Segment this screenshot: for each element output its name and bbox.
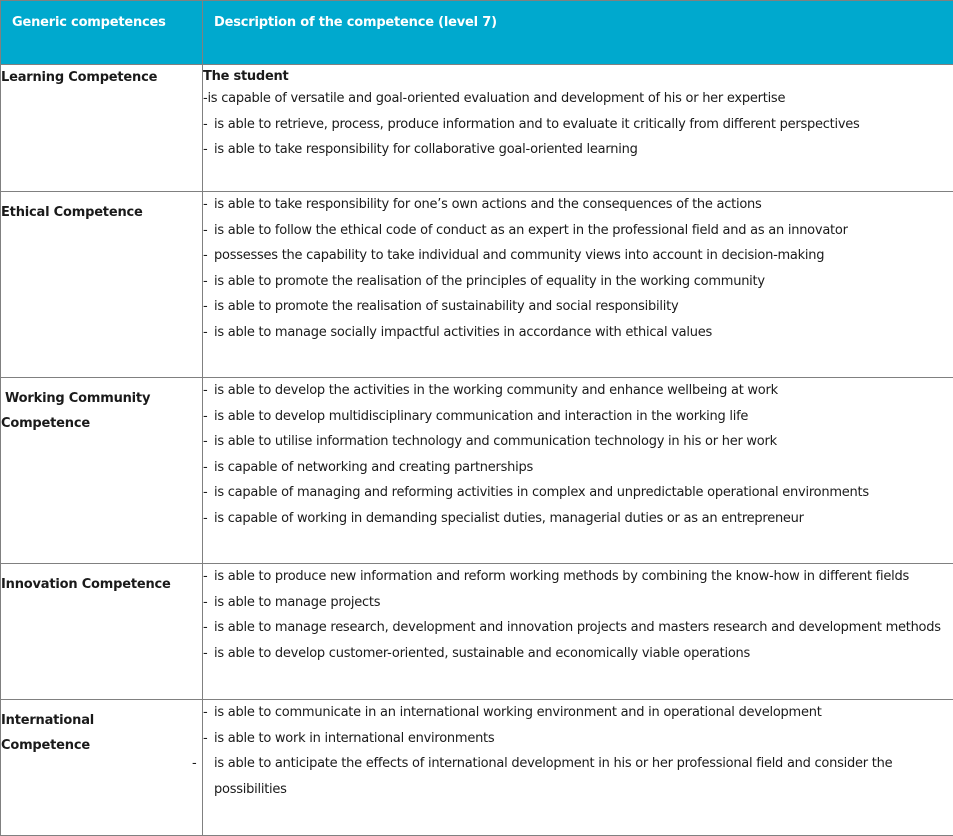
list-item: - is able to manage socially impactful activities in accordance with ethical values — [203, 320, 953, 346]
competence-description — [203, 564, 953, 700]
competence-description — [203, 65, 953, 192]
header-generic-competences: Generic competences — [1, 1, 203, 65]
table-header-row — [1, 1, 953, 65]
competence-name: Innovation Competence — [1, 564, 203, 700]
competence-name: International Competence — [1, 700, 203, 836]
competence-description — [203, 378, 953, 564]
table-row-international — [1, 700, 953, 836]
list-item: - is able to anticipate the effects of international development in his or her professional field and consider the possibilities — [203, 751, 953, 802]
competence-name: Working Community Competence — [1, 378, 203, 564]
list-item: - is able to develop customer-oriented, sustainable and economically viable operations — [203, 641, 953, 667]
list-item: - is capable of working in demanding specialist duties, managerial duties or as an entrepreneur — [203, 506, 953, 532]
list-item: - is able to take responsibility for one’s own actions and the consequences of the actions — [203, 192, 953, 218]
list-item: - is able to follow the ethical code of conduct as an expert in the professional field and as an innovator — [203, 218, 953, 244]
competence-name: Learning Competence — [1, 65, 203, 192]
list-item: - is able to develop multidisciplinary communication and interaction in the working life — [203, 404, 953, 430]
table-row-learning — [1, 65, 953, 192]
list-item: - is capable of networking and creating partnerships — [203, 455, 953, 481]
list-item: -is capable of versatile and goal-oriented evaluation and development of his or her expertise — [203, 86, 953, 112]
list-item: - is able to retrieve, process, produce information and to evaluate it critically from different perspectives — [203, 112, 953, 138]
list-item: - is able to manage projects — [203, 590, 953, 616]
list-item: - is able to utilise information technology and communication technology in his or her work — [203, 429, 953, 455]
header-description: Description of the competence (level 7) — [203, 1, 953, 65]
list-item: - is capable of managing and reforming activities in complex and unpredictable operational environments — [203, 480, 953, 506]
competence-description — [203, 700, 953, 836]
list-item: - is able to communicate in an international working environment and in operational development — [203, 700, 953, 726]
list-item: - is able to promote the realisation of sustainability and social responsibility — [203, 294, 953, 320]
list-item: - possesses the capability to take individual and community views into account in decision-making — [203, 243, 953, 269]
list-item: - is able to produce new information and reform working methods by combining the know-how in different fields — [203, 564, 953, 590]
list-item: - is able to develop the activities in the working community and enhance wellbeing at work — [203, 378, 953, 404]
table-row-innovation — [1, 564, 953, 700]
list-item: - is able to manage research, development and innovation projects and masters research and development methods — [203, 615, 953, 641]
list-item: - is able to work in international environments — [203, 726, 953, 752]
table-row-working-community — [1, 378, 953, 564]
description-lead: The student — [203, 65, 953, 86]
competence-name: Ethical Competence — [1, 192, 203, 378]
competence-description — [203, 192, 953, 378]
table-row-ethical — [1, 192, 953, 378]
list-item: - is able to promote the realisation of the principles of equality in the working community — [203, 269, 953, 295]
list-item: - is able to take responsibility for collaborative goal-oriented learning — [203, 137, 953, 163]
